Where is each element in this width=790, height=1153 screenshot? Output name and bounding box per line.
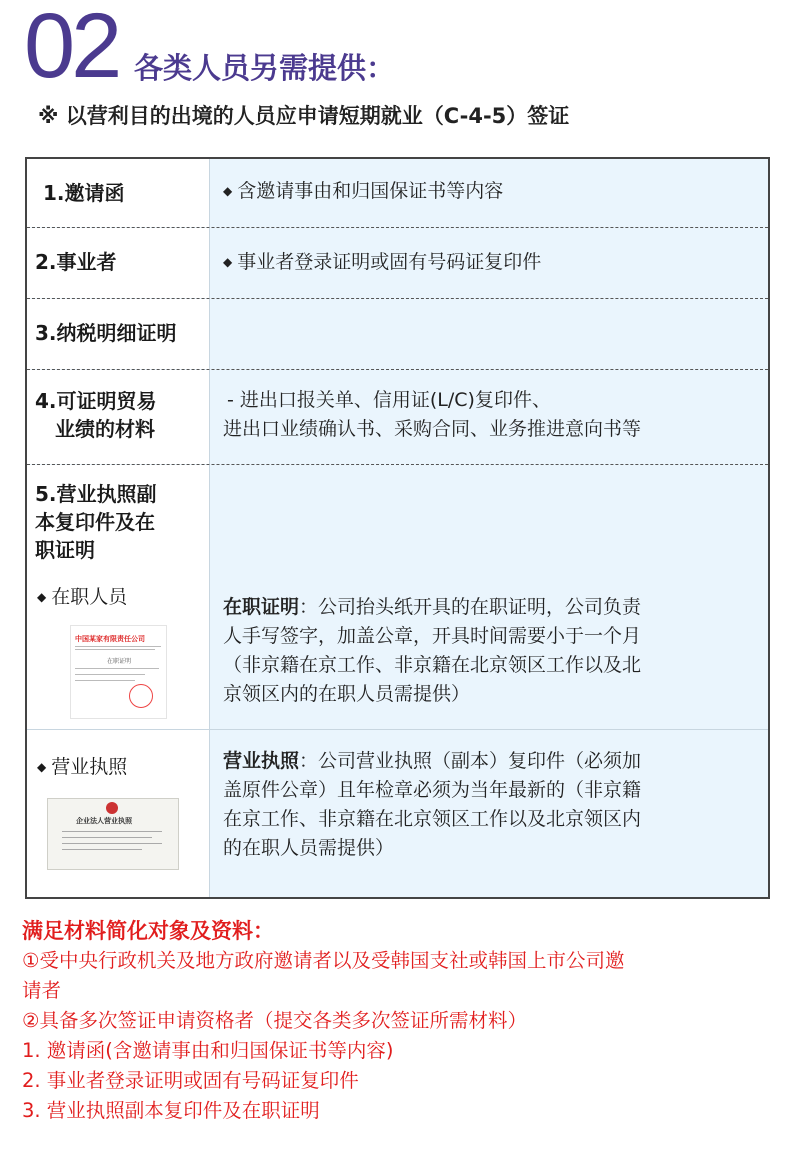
national-emblem-icon — [106, 802, 118, 814]
simplified-materials-section — [22, 916, 772, 1126]
simplified-title: 满足材料简化对象及资料： — [22, 919, 274, 943]
license-content-line: 的在职人员需提供） — [223, 837, 395, 859]
employee-content-line: 在职证明：公司抬头纸开具的在职证明，公司负责 — [223, 596, 642, 618]
row-label-line: 职证明 — [35, 538, 95, 562]
table-row — [27, 370, 768, 465]
simplified-line: 1. 邀请函(含邀请事由和归国保证书等内容) — [22, 1039, 394, 1062]
employment-certificate-thumbnail — [70, 625, 167, 719]
license-content-line: 盖原件公章）且年检章必须为当年最新的（非京籍 — [223, 779, 642, 801]
diamond-bullet-icon: ◆ — [37, 590, 47, 604]
table-row — [27, 465, 768, 730]
section-number: 02 — [24, 0, 119, 97]
table-row — [27, 730, 768, 897]
employee-sub-label: ◆ 在职人员 — [37, 586, 128, 608]
row-content-cell — [210, 730, 768, 897]
license-sub-label: ◆ 营业执照 — [37, 756, 128, 778]
thumbnail-header: 企业法人营业执照 — [76, 817, 132, 825]
simplified-line: ②具备多次签证申请资格者（提交各类多次签证所需材料） — [22, 1009, 527, 1032]
row-content-cell — [210, 299, 768, 369]
row-label: 2.事业者 — [35, 250, 117, 274]
table-row — [27, 299, 768, 370]
row-label-cell — [27, 299, 210, 369]
simplified-line: 2. 事业者登录证明或固有号码证复印件 — [22, 1069, 359, 1092]
section-subtitle: ※ 以营利目的出境的人员应申请短期就业（C-4-5）签证 — [38, 104, 570, 128]
row-label-cell — [27, 370, 210, 464]
row-content: ◆ 事业者登录证明或固有号码证复印件 — [223, 251, 542, 273]
license-content-line: 在京工作、非京籍在北京领区工作以及北京领区内 — [223, 808, 642, 830]
simplified-line: 3. 营业执照副本复印件及在职证明 — [22, 1099, 320, 1122]
row-label: 1.邀请函 — [43, 181, 125, 205]
business-license-thumbnail — [47, 798, 179, 870]
thumbnail-title: 在职证明 — [107, 658, 132, 665]
row-content-line: - 进出口报关单、信用证(L/C)复印件、 — [227, 389, 551, 411]
simplified-line: 请者 — [22, 979, 62, 1002]
row-label-cell — [27, 228, 210, 298]
row-label-cell — [27, 465, 210, 729]
diamond-bullet-icon: ◆ — [223, 255, 233, 269]
row-content: ◆ 含邀请事由和归国保证书等内容 — [223, 180, 504, 202]
diamond-bullet-icon: ◆ — [223, 184, 233, 198]
employee-content-line: （非京籍在京工作、非京籍在北京领区工作以及北 — [223, 654, 642, 676]
row-content-line: 进出口业绩确认书、采购合同、业务推进意向书等 — [223, 418, 642, 440]
section-title: 各类人员另需提供： — [134, 51, 396, 85]
row-label-line: 业绩的材料 — [55, 417, 155, 441]
license-content-line: 营业执照：公司营业执照（副本）复印件（必须加 — [223, 750, 642, 772]
row-label: 3.纳税明细证明 — [35, 321, 177, 345]
simplified-line: ①受中央行政机关及地方政府邀请者以及受韩国支社或韩国上市公司邀 — [22, 949, 625, 972]
row-label-line: 5.营业执照副 — [35, 482, 157, 506]
requirements-table — [25, 157, 770, 899]
row-label-line: 4.可证明贸易 — [35, 389, 157, 413]
row-content-cell — [210, 370, 768, 464]
table-row — [27, 228, 768, 299]
section-header — [24, 0, 764, 97]
employee-content-line: 京领区内的在职人员需提供） — [223, 683, 471, 705]
thumbnail-header: 中国某家有限责任公司 — [75, 635, 145, 643]
row-label-line: 本复印件及在 — [35, 510, 155, 534]
row-label-cell — [27, 730, 210, 897]
row-content-cell — [210, 465, 768, 729]
row-label-cell — [27, 159, 210, 227]
row-content-cell — [210, 228, 768, 298]
diamond-bullet-icon: ◆ — [37, 760, 47, 774]
table-row — [27, 159, 768, 228]
employee-content-line: 人手写签字，加盖公章，开具时间需要小于一个月 — [223, 625, 642, 647]
row-content-cell — [210, 159, 768, 227]
red-seal-icon — [129, 684, 153, 708]
